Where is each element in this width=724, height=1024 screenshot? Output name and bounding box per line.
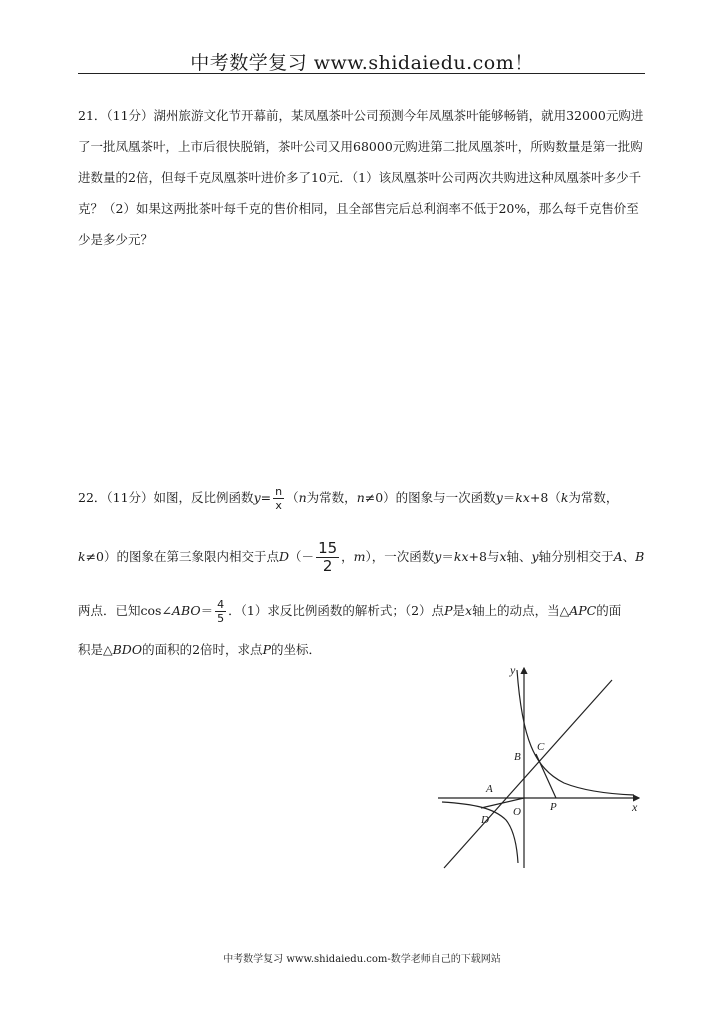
question-22-line-2: k≠0）的图象在第三象限内相交于点D（－ $\frac{15}{2}$ ，m），一次函数y＝kx+8与x轴、y轴分别相交于A、B — [78, 539, 645, 575]
hyperbola-branch-first-quadrant — [517, 670, 634, 795]
question-22-line-1: 22．（11分）如图，反比例函数y= $\frac{n}{x}$ （n为常数，n≠0）的图象与一次函数y＝kx+8（k为常数， — [78, 485, 619, 512]
fraction-15-over-2: $\frac{15}{2}$ — [318, 539, 338, 575]
function-graph-figure — [434, 658, 646, 870]
label-a: A — [486, 783, 493, 795]
fraction-n-over-x: $\frac{n}{x}$ — [275, 485, 283, 512]
page-footer: 中考数学复习 www.shidaiedu.com-数学老师自己的下载网站 — [223, 954, 501, 965]
label-y: y — [510, 663, 516, 677]
page-header: 中考数学复习 www.shidaiedu.com！ — [190, 52, 534, 74]
linear-function-line — [444, 680, 612, 868]
header-divider — [78, 73, 645, 74]
label-b: B — [514, 751, 521, 763]
label-x: x — [632, 800, 638, 814]
question-22-line-4: 积是△BDO的面积的2倍时，求点P的坐标． — [78, 642, 321, 657]
label-c: C — [537, 741, 545, 753]
label-d: D — [481, 814, 489, 826]
label-p: P — [550, 801, 557, 813]
question-22-line-3: 两点．已知cos∠ABO＝ $\frac{4}{5}$ ．（1）求反比例函数的解析式；（2）点P是x轴上的动点，当△APC的面 — [78, 598, 622, 625]
question-21: 21．（11分）湖州旅游文化节开幕前，某凤凰茶叶公司预测今年凤凰茶叶能够畅销，就用32000元购进了一批凤凰茶叶，上市后很快脱销，茶叶公司又用68000元购进第二批凤凰茶叶，所购数量是第一批购进数量的2倍，但每千克凤凰茶叶进价多了10元．（1）该凤凰茶叶公司两次共购进这种凤凰茶叶多少千克？（2）如果这两批茶叶每千克的售价相同，且全部售完后总利润率不低于20%，那么每千克售价至少是多少元？ — [78, 108, 644, 247]
hyperbola-branch-third-quadrant — [442, 802, 518, 863]
label-o: O — [513, 806, 521, 818]
fraction-4-over-5: $\frac{4}{5}$ — [217, 598, 225, 625]
